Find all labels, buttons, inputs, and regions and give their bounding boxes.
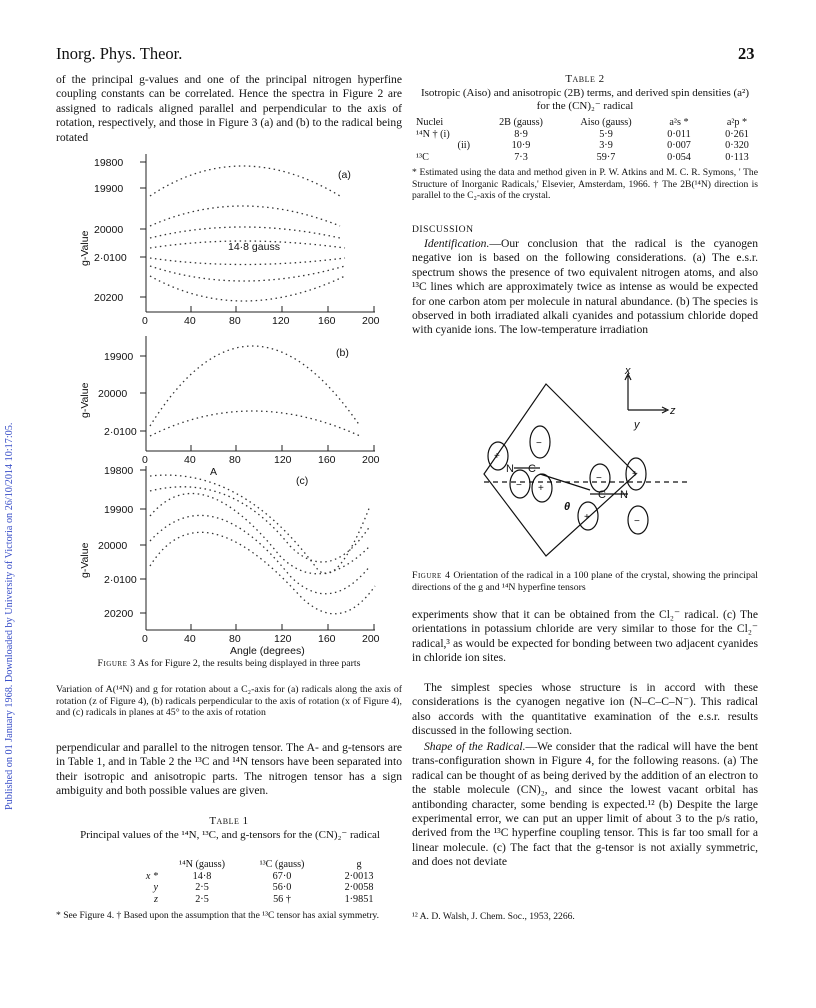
- c-x-axis-label: Angle (degrees): [230, 645, 305, 657]
- table-1-cell: 2·5: [195, 882, 209, 893]
- fig4-z-label: z: [670, 405, 676, 417]
- figure-3: [79, 146, 408, 657]
- simplest-species-paragraph: The simplest species whose structure is in accord with these considerations is the cyanogen negative ion (N–C–C–N⁻). This radical also accords with the quantitative examination of the e.s.r. results discussed in the following section.: [412, 681, 758, 738]
- c-xtick-0: 0: [142, 633, 148, 645]
- table-1-cell: 2·0013: [344, 870, 374, 882]
- table-1-cell: 1·9851: [344, 893, 374, 905]
- table-1-cell: 56·0: [272, 882, 292, 893]
- table-1-cell: y: [153, 882, 158, 893]
- shape-text: —We consider that the radical will have the bent trans-configuration shown in Figure 4, for the following reasons. (a) The radical can be thought of as being derived by the addition of an electron to the stable molecule (CN)₂, and since the lowest vacant orbital has antibonding character, some bending is expected.¹² (b) Despite the large experimental error, we can put an upper limit of about 3 to the p/s ratio, derived from the ¹³C hyperfine coupling tensor. This is far too small for a linear molecule. (c) The fact that the g-tensor is not axially symmetric, and does not deviate: [412, 740, 758, 869]
- intro-paragraph: of the principal g-values and one of the principal nitrogen hyperfine coupling constants can be correlated. Hence the spectra in Figure 2 are assigned to radicals aligned parallel and perpendicular to the axis of rotation, respectively, and those in Figure 3 (a) and (b) to the radical being rotated: [56, 73, 402, 144]
- a-ytick-4: 20200: [94, 292, 124, 304]
- table-2-title: Isotropic (Aiso) and anisotropic (2B) terms, and derived spin densities (a²) for the (CN)₂⁻ radical: [420, 87, 750, 113]
- fig4-atom-c1: C: [528, 463, 536, 475]
- svg-text:+: +: [494, 451, 500, 462]
- c-xtick-5: 200: [362, 633, 380, 645]
- svg-text:−: −: [536, 438, 542, 449]
- table-2-header: 2B (gauss): [499, 117, 543, 128]
- c-ytick-0: 19800: [104, 465, 134, 477]
- table-1-header: g: [356, 859, 362, 870]
- continuation-paragraph: experiments show that it can be obtained from the Cl₂⁻ radical. (c) The orientations in potassium chloride are very similar to those for the Cl₂⁻ radical,³ as would be expected for bonding between two adjacent cyanides in chloride ion sites.: [412, 608, 758, 665]
- table-1-cell: 67·0: [272, 870, 292, 882]
- c-ytick-1: 19900: [104, 504, 134, 516]
- c-xtick-1: 40: [184, 633, 196, 645]
- a-panel-label: (a): [338, 169, 351, 181]
- a-y-axis-label: g-Value: [79, 230, 91, 266]
- table-row: [412, 140, 766, 152]
- table-row: [118, 859, 396, 871]
- table-1-header: ¹³C (gauss): [259, 859, 305, 870]
- c-marker-a: A: [210, 466, 218, 478]
- b-y-axis-label: g-Value: [79, 382, 91, 418]
- fig4-atom-n2: N: [620, 489, 628, 501]
- b-xtick-1: 40: [184, 454, 196, 466]
- table-2-cell: (ii): [457, 140, 470, 151]
- a-xtick-0: 0: [142, 315, 148, 327]
- svg-text:−: −: [634, 516, 640, 527]
- table-1-header: ¹⁴N (gauss): [179, 859, 225, 870]
- b-xtick-5: 200: [362, 454, 380, 466]
- c-y-axis-label: g-Value: [79, 542, 91, 578]
- figure-4: [478, 365, 704, 566]
- table-2-cell: 8·9: [514, 128, 528, 140]
- fig4-atom-c2: C: [598, 489, 606, 501]
- provenance-text: Published on 01 January 1968. Downloaded by University of Victoria on 26/10/2014 10:17:05.: [4, 422, 15, 810]
- table-1-cell: 2·0058: [344, 882, 374, 893]
- table-1-title: Principal values of the ¹⁴N, ¹³C, and g-tensors for the (CN)₂⁻ radical: [80, 829, 380, 841]
- table-2-label-text: Table 2: [565, 73, 605, 85]
- a-ytick-1: 19900: [94, 183, 124, 195]
- table-row: [412, 117, 766, 129]
- figure-3-caption-text: As for Figure 2, the results being displayed in three parts: [137, 658, 361, 669]
- table-2-cell: 0·054: [667, 151, 691, 163]
- figure-4-caption: [412, 570, 758, 593]
- shape-paragraph: [412, 740, 758, 870]
- figure-4-caption-text: Orientation of the radical in a 100 plane of the crystal, showing the principal directions of the g and ¹⁴N hyperfine tensors: [412, 570, 758, 593]
- journal-header: Inorg. Phys. Theor.: [56, 44, 183, 63]
- table-row: [118, 871, 396, 883]
- identification-paragraph: [412, 237, 758, 338]
- c-panel-label: (c): [296, 475, 309, 487]
- svg-text:−: −: [516, 480, 522, 491]
- table-row: [118, 882, 396, 894]
- c-xtick-3: 120: [274, 633, 292, 645]
- table-1-label-text: Table 1: [209, 815, 249, 827]
- a-ytick-0: 19800: [94, 157, 124, 169]
- table-1-footnote: * See Figure 4. † Based upon the assumption that the ¹³C tensor has axial symmetry.: [56, 910, 380, 921]
- table-2-cell: 10·9: [511, 140, 531, 151]
- table-1-cell: x *: [145, 870, 158, 882]
- fig4-x-label: x: [625, 365, 631, 377]
- footnote-12: ¹² A. D. Walsh, J. Chem. Soc., 1953, 2266.: [412, 911, 575, 922]
- a-ytick-3: 2·0100: [94, 252, 127, 264]
- b-xtick-4: 160: [318, 454, 336, 466]
- a-xtick-1: 40: [184, 315, 196, 327]
- table-2-footnote: * Estimated using the data and method given in P. W. Atkins and M. C. R. Symons, ' The Structure of Inorganic Radicals,' Elsevier, Amsterdam, 1966. † The 2B(¹⁴N) direction is parallel to the C₂-axis of the crystal.: [412, 167, 758, 202]
- fig4-y-label: y: [634, 419, 640, 431]
- fig4-atom-n1: N: [506, 463, 514, 475]
- b-ytick-0: 19900: [104, 351, 134, 363]
- table-1: [118, 859, 396, 905]
- figure-3-caption-label: Figure 3: [97, 658, 136, 669]
- a-xtick-3: 120: [272, 315, 290, 327]
- discussion-heading: DISCUSSION: [412, 224, 474, 235]
- table-2-cell: ¹⁴N † (i): [416, 128, 450, 140]
- provenance-strip: [4, 210, 14, 810]
- table-2-cell: 3·9: [599, 140, 613, 151]
- svg-text:+: +: [584, 512, 590, 523]
- a-xtick-2: 80: [229, 315, 241, 327]
- c-ytick-2: 20000: [98, 540, 128, 552]
- c-xtick-2: 80: [229, 633, 241, 645]
- table-row: [412, 129, 766, 141]
- table-2-cell: 0·113: [725, 151, 749, 163]
- table-2-cell: 0·261: [725, 128, 749, 140]
- svg-text:−: −: [596, 473, 602, 484]
- table-1-label: [56, 815, 402, 828]
- svg-text:+: +: [538, 483, 544, 494]
- table-2-header: a²s *: [669, 117, 689, 128]
- b-xtick-3: 120: [274, 454, 292, 466]
- svg-text:+: +: [632, 469, 638, 480]
- c-ytick-4: 20200: [104, 608, 134, 620]
- b-panel-label: (b): [336, 347, 349, 359]
- table-2-cell: 0·011: [667, 128, 691, 140]
- table-2-label: [412, 73, 758, 86]
- a-xtick-5: 200: [362, 315, 380, 327]
- table-2-header: Nuclei: [416, 117, 444, 128]
- b-ytick-2: 2·0100: [104, 426, 137, 438]
- figure-3-subcaption: Variation of A(¹⁴N) and g for rotation about a C₂-axis for (a) radicals along the axis of rotation (z of Figure 4), (b) radicals perpendicular to the axis of rotation (x of Figure 4), and (c) radicals in planes at 45° to the axis of rotation: [56, 684, 402, 719]
- table-2-cell: 7·3: [514, 151, 528, 163]
- figure-4-caption-label: Figure 4: [412, 570, 451, 581]
- table-2-header: Aiso (gauss): [580, 117, 632, 128]
- table-2-cell: 0·320: [725, 140, 749, 151]
- identification-title: Identification.: [424, 237, 490, 250]
- page-number: 23: [738, 44, 755, 63]
- table-2-cell: 0·007: [667, 140, 691, 151]
- table-2: [412, 117, 766, 163]
- table-row: [118, 894, 396, 906]
- shape-title: Shape of the Radical.: [424, 740, 526, 753]
- table-2-cell: 5·9: [599, 128, 613, 140]
- table-2-header: a²p *: [726, 117, 748, 128]
- a-xtick-4: 160: [318, 315, 336, 327]
- b-xtick-2: 80: [229, 454, 241, 466]
- table-2-cell: ¹³C: [416, 151, 429, 163]
- tensor-paragraph: perpendicular and parallel to the nitrogen tensor. The A- and g-tensors are in Table 1, and in Table 2 the ¹³C and ¹⁴N tensors have been separated into their isotropic and anisotropic parts. The nitrogen tensor has a sign ambiguity and both possible values are given.: [56, 741, 402, 798]
- identification-text: —Our conclusion that the radical is the cyanogen negative ion is based on the following considerations. (a) The e.s.r. spectrum shows the presence of two equivalent nitrogen atoms, and also ¹³C lines which are approximately twice as intense as would be expected for one carbon atom per molecule in natural abundance. (b) The species is observed in both irradiated alkali cyanides and potassium chloride doped with cyanide ions. The low-temperature irradiation: [412, 237, 758, 337]
- fig4-theta: θ: [564, 501, 571, 513]
- figure-3-caption: [56, 658, 402, 670]
- c-ytick-3: 2·0100: [104, 574, 137, 586]
- c-xtick-4: 160: [318, 633, 336, 645]
- a-ytick-2: 20000: [94, 224, 124, 236]
- table-1-cell: 56 †: [273, 893, 291, 905]
- a-annotation: 14·8 gauss: [228, 241, 280, 253]
- table-row: [412, 152, 766, 164]
- table-2-cell: 59·7: [596, 151, 616, 163]
- table-1-cell: 2·5: [195, 893, 209, 905]
- table-1-cell: z: [154, 893, 158, 905]
- b-ytick-1: 20000: [98, 388, 128, 400]
- b-xtick-0: 0: [142, 454, 148, 466]
- table-1-cell: 14·8: [192, 870, 212, 882]
